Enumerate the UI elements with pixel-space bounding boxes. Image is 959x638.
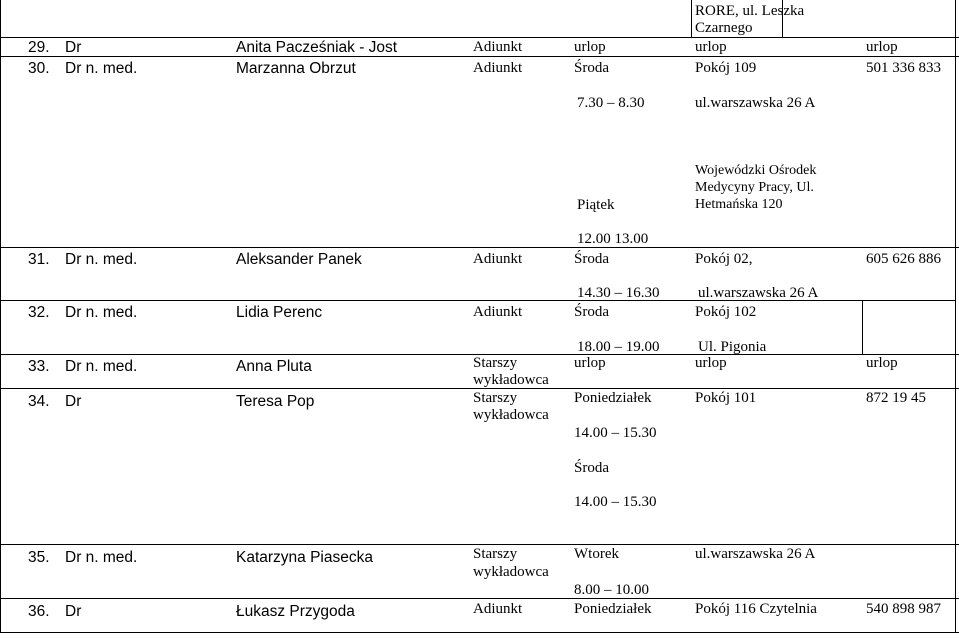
schedule-line: Środa — [574, 251, 609, 267]
schedule-line: Środa — [574, 60, 609, 76]
schedule-line: 14.00 – 15.30 — [574, 494, 657, 510]
schedule-line: Poniedziałek — [574, 390, 652, 406]
phone: urlop — [866, 39, 898, 55]
row-number: 35. — [28, 549, 50, 566]
schedule-line: urlop — [574, 355, 606, 371]
staff-name: Marzanna Obrzut — [236, 60, 356, 77]
location-line: Pokój 02, — [695, 251, 753, 267]
phone: 872 19 45 — [866, 390, 926, 406]
row-divider — [0, 544, 959, 545]
position: Starszy — [473, 546, 518, 562]
column-divider — [862, 300, 863, 354]
row-number: 32. — [28, 304, 50, 321]
location-line: Czarnego — [695, 20, 753, 36]
location-line: Pokój 101 — [695, 390, 757, 406]
location-line: Pokój 109 — [695, 60, 757, 76]
position: wykładowca — [473, 564, 549, 580]
schedule-line: 14.00 – 15.30 — [574, 425, 657, 441]
position: Adiunkt — [473, 60, 523, 76]
row-divider — [0, 247, 959, 248]
schedule-line: 7.30 – 8.30 — [577, 95, 645, 111]
location-line: Wojewódzki Ośrodek — [695, 163, 817, 178]
phone: 501 336 833 — [866, 60, 941, 76]
location-line: ul.warszawska 26 A — [695, 546, 816, 562]
column-divider — [955, 0, 956, 633]
position: wykładowca — [473, 407, 549, 423]
row-number: 29. — [28, 39, 50, 56]
academic-title: Dr n. med. — [65, 304, 138, 321]
schedule-line: urlop — [574, 39, 606, 55]
academic-title: Dr n. med. — [65, 251, 138, 268]
position: Starszy — [473, 355, 518, 371]
schedule-line: Wtorek — [574, 546, 619, 562]
position: Adiunkt — [473, 304, 523, 320]
row-divider — [0, 598, 959, 599]
staff-name: Anita Pacześniak - Jost — [236, 39, 398, 56]
academic-title: Dr — [65, 393, 82, 410]
academic-title: Dr n. med. — [65, 60, 138, 77]
position: wykładowca — [473, 372, 549, 388]
location-line: RORE, ul. Leszka — [695, 3, 805, 19]
location-line: Ul. Pigonia — [698, 339, 767, 355]
row-number: 34. — [28, 393, 50, 410]
location-line: ul.warszawska 26 A — [695, 95, 816, 111]
location-line: Pokój 102 — [695, 304, 757, 320]
position: Adiunkt — [473, 251, 523, 267]
row-divider — [0, 632, 959, 633]
row-number: 33. — [28, 358, 50, 375]
row-number: 30. — [28, 60, 50, 77]
position: Starszy — [473, 390, 518, 406]
academic-title: Dr n. med. — [65, 549, 138, 566]
schedule-line: 14.30 – 16.30 — [577, 285, 660, 301]
location-line: urlop — [695, 355, 727, 371]
location-line: Hetmańska 120 — [695, 197, 783, 212]
schedule-line: Środa — [574, 460, 609, 476]
staff-name: Łukasz Przygoda — [236, 603, 355, 620]
location-line: urlop — [695, 39, 727, 55]
phone: urlop — [866, 355, 898, 371]
phone: 540 898 987 — [866, 601, 941, 617]
schedule-line: Poniedziałek — [574, 601, 652, 617]
staff-name: Teresa Pop — [236, 393, 315, 410]
schedule-line: Środa — [574, 304, 609, 320]
row-divider — [0, 388, 959, 389]
row-divider — [0, 37, 959, 38]
row-number: 36. — [28, 603, 50, 620]
location-line: ul.warszawska 26 A — [698, 285, 819, 301]
row-divider — [0, 56, 959, 57]
location-line: Pokój 116 Czytelnia — [695, 601, 817, 617]
schedule-line: 12.00 13.00 — [577, 231, 649, 247]
academic-title: Dr n. med. — [65, 358, 138, 375]
schedule-line: 18.00 – 19.00 — [577, 339, 660, 355]
location-line: Medycyny Pracy, Ul. — [695, 180, 814, 195]
academic-title: Dr — [65, 39, 82, 56]
staff-name: Katarzyna Piasecka — [236, 549, 373, 566]
staff-name: Anna Pluta — [236, 358, 312, 375]
position: Adiunkt — [473, 601, 523, 617]
position: Adiunkt — [473, 39, 523, 55]
staff-name: Aleksander Panek — [236, 251, 362, 268]
phone: 605 626 886 — [866, 251, 941, 267]
schedule-line: 8.00 – 10.00 — [574, 582, 649, 598]
column-divider — [691, 0, 692, 37]
staff-name: Lidia Perenc — [236, 304, 323, 321]
schedule-line: Piątek — [577, 197, 615, 213]
column-divider — [0, 0, 1, 633]
academic-title: Dr — [65, 603, 82, 620]
row-number: 31. — [28, 251, 50, 268]
